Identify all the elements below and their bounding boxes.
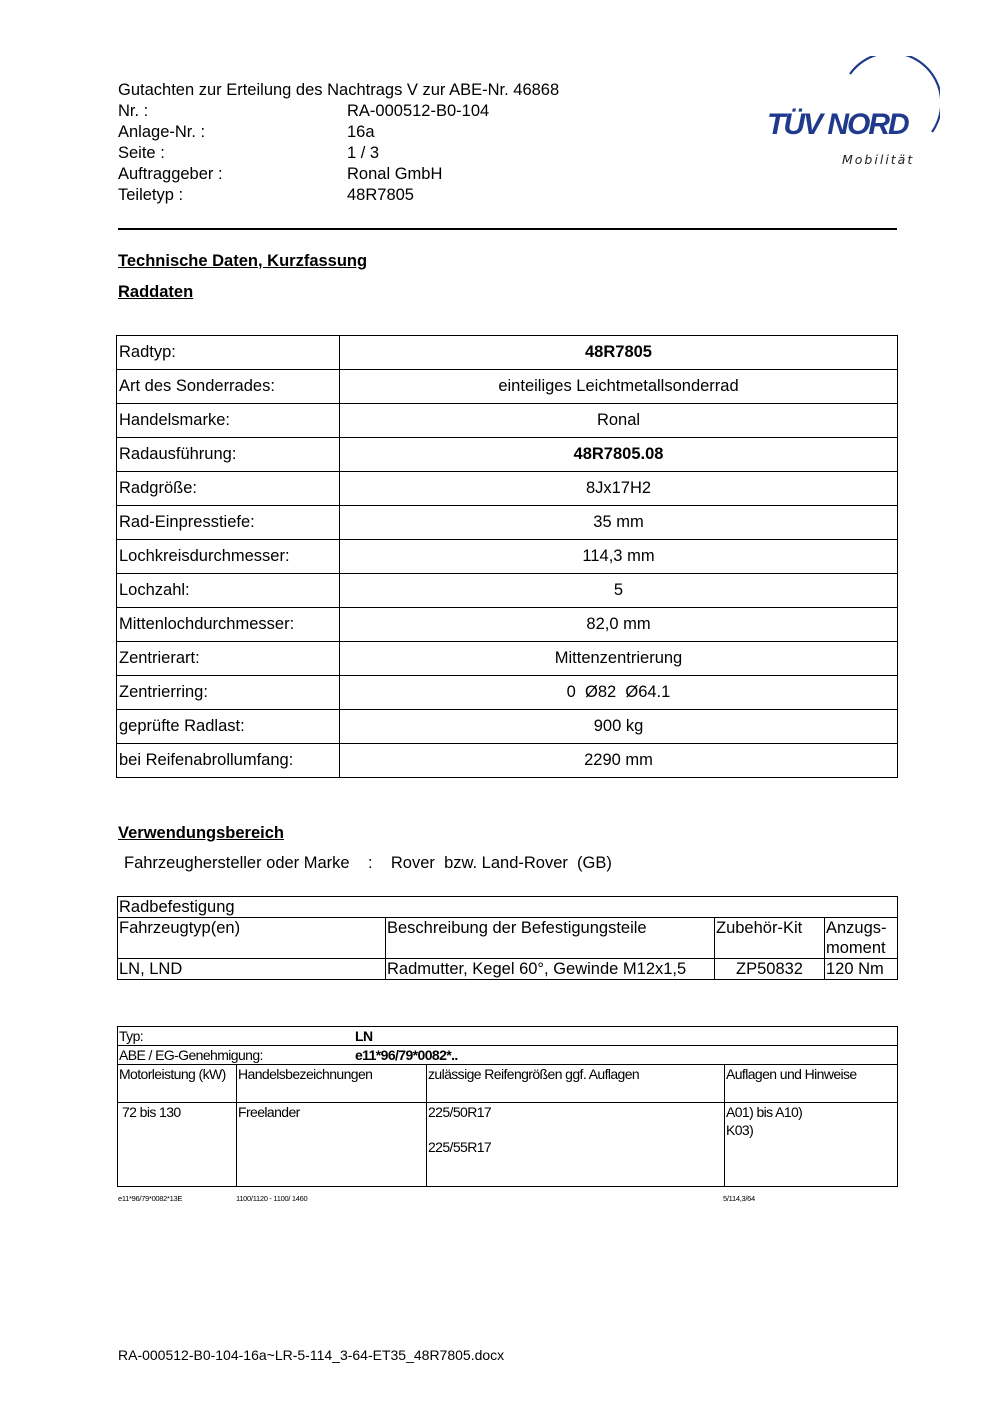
row-label: Zentrierring: — [117, 676, 340, 710]
row-label: Handelsmarke: — [117, 404, 340, 438]
row-label: Radtyp: — [117, 336, 340, 370]
tire-size: 225/50R17 — [428, 1104, 492, 1120]
header-key: Auftraggeber : — [118, 165, 223, 183]
table-row — [117, 506, 898, 540]
footer-filename: RA-000512-B0-104-16a~LR-5-114_3-64-ET35_48R7805.docx — [118, 1347, 505, 1363]
tiny-range: 1100/1120 - 1100/ 1460 — [236, 1194, 308, 1203]
table-row — [117, 540, 898, 574]
tiny-approval-code: e11*96/79*0082*13E — [118, 1194, 183, 1203]
table-row — [118, 897, 898, 918]
row-value: 900 kg — [340, 710, 898, 744]
row-label: Art des Sonderrades: — [117, 370, 340, 404]
tiny-bolt-pattern: 5/114,3/64 — [723, 1194, 755, 1203]
table-row — [117, 370, 898, 404]
table-row — [117, 336, 898, 370]
table-header-row — [118, 1065, 898, 1103]
header-title: Gutachten zur Erteilung des Nachtrags V zur ABE-Nr. 46868 — [118, 81, 560, 99]
logo-wordmark: TÜV NORD — [767, 108, 908, 141]
note-line: A01) bis A10) — [726, 1104, 803, 1120]
vehicle-label: Fahrzeughersteller oder Marke — [124, 854, 350, 872]
header-key: Anlage-Nr. : — [118, 123, 206, 141]
row-label: Zentrierart: — [117, 642, 340, 676]
header-row-seite — [118, 143, 559, 164]
abe-value: e11*96/79*0082*.. — [355, 1047, 458, 1063]
row-value: 48R7805 — [340, 336, 898, 370]
header-row-teiletyp — [118, 185, 559, 206]
logo-subtitle: Mobilität — [842, 152, 915, 167]
row-value: einteiliges Leichtmetallsonderrad — [340, 370, 898, 404]
table-row — [118, 1027, 898, 1046]
row-value: Mittenzentrierung — [340, 642, 898, 676]
wheel-data-table — [116, 335, 898, 778]
vehicle-separator: : — [367, 854, 373, 872]
section-title-tech-data: Technische Daten, Kurzfassung — [118, 252, 368, 270]
row-value: 5 — [340, 574, 898, 608]
table-row — [117, 744, 898, 778]
table-row — [117, 676, 898, 710]
header-divider — [118, 228, 897, 230]
cell-vehicle-types: LN, LND — [118, 959, 386, 980]
header-key: Nr. : — [118, 102, 149, 120]
cell-torque: 120 Nm — [825, 959, 898, 980]
row-value: 48R7805.08 — [340, 438, 898, 472]
table-row — [117, 404, 898, 438]
header-cell: Beschreibung der Befestigungsteile — [386, 918, 715, 959]
row-label: Rad-Einpresstiefe: — [117, 506, 340, 540]
table-row — [117, 608, 898, 642]
header-cell: Anzugs-moment — [825, 918, 898, 959]
abe-label: ABE / EG-Genehmigung: — [119, 1047, 263, 1063]
typ-value: LN — [355, 1028, 373, 1044]
vehicle-value: Rover bzw. Land-Rover (GB) — [390, 854, 612, 872]
note-line: K03) — [726, 1122, 754, 1138]
fixing-title: Radbefestigung — [118, 897, 898, 918]
document-header — [118, 80, 559, 206]
row-value: Ronal — [340, 404, 898, 438]
header-cell: Fahrzeugtyp(en) — [118, 918, 386, 959]
header-cell: Motorleistung (kW) — [118, 1065, 237, 1103]
header-cell: Auflagen und Hinweise — [725, 1065, 898, 1103]
table-row — [118, 1046, 898, 1065]
section-title-usage: Verwendungsbereich — [118, 824, 284, 842]
header-cell: Zubehör-Kit — [715, 918, 825, 959]
row-value: 82,0 mm — [340, 608, 898, 642]
table-row — [117, 710, 898, 744]
cell-power: 72 bis 130 — [118, 1103, 237, 1187]
header-key: Seite : — [118, 144, 165, 162]
row-label: Lochkreisdurchmesser: — [117, 540, 340, 574]
typ-cell — [118, 1027, 898, 1046]
wheel-fixing-table — [117, 896, 898, 980]
row-value: 2290 mm — [340, 744, 898, 778]
table-row — [118, 959, 898, 980]
header-row-nr — [118, 101, 559, 122]
header-row-auftraggeber — [118, 164, 559, 185]
table-row — [117, 472, 898, 506]
header-key: Teiletyp : — [118, 186, 184, 204]
row-value: 35 mm — [340, 506, 898, 540]
row-label: geprüfte Radlast: — [117, 710, 340, 744]
vehicle-type-table — [117, 1026, 898, 1187]
header-value: 1 / 3 — [347, 144, 380, 162]
row-label: Radausführung: — [117, 438, 340, 472]
cell-accessory-kit: ZP50832 — [715, 959, 825, 980]
cell-tire-sizes — [427, 1103, 725, 1187]
table-row — [117, 574, 898, 608]
header-value: 16a — [347, 123, 375, 141]
header-cell: Handelsbezeichnungen — [237, 1065, 427, 1103]
typ-label: Typ: — [119, 1028, 144, 1044]
row-value: 114,3 mm — [340, 540, 898, 574]
row-label: bei Reifenabrollumfang: — [117, 744, 340, 778]
cell-fixing-description: Radmutter, Kegel 60°, Gewinde M12x1,5 — [386, 959, 715, 980]
row-label: Lochzahl: — [117, 574, 340, 608]
tuv-nord-logo — [760, 56, 940, 176]
row-value: 0 Ø82 Ø64.1 — [340, 676, 898, 710]
header-value: Ronal GmbH — [347, 165, 443, 183]
cell-trade-name: Freelander — [237, 1103, 427, 1187]
table-row — [117, 438, 898, 472]
table-row — [118, 1103, 898, 1187]
row-label: Mittenlochdurchmesser: — [117, 608, 340, 642]
header-value: RA-000512-B0-104 — [347, 102, 490, 120]
cell-notes — [725, 1103, 898, 1187]
row-label: Radgröße: — [117, 472, 340, 506]
header-cell: zulässige Reifengrößen ggf. Auflagen — [427, 1065, 725, 1103]
section-title-wheel-data: Raddaten — [118, 283, 194, 301]
row-value: 8Jx17H2 — [340, 472, 898, 506]
header-value: 48R7805 — [347, 186, 414, 204]
tire-size: 225/55R17 — [428, 1139, 492, 1155]
abe-cell — [118, 1046, 898, 1065]
header-row-anlage — [118, 122, 559, 143]
table-header-row — [118, 918, 898, 959]
table-row — [117, 642, 898, 676]
vehicle-manufacturer-line — [124, 854, 612, 873]
